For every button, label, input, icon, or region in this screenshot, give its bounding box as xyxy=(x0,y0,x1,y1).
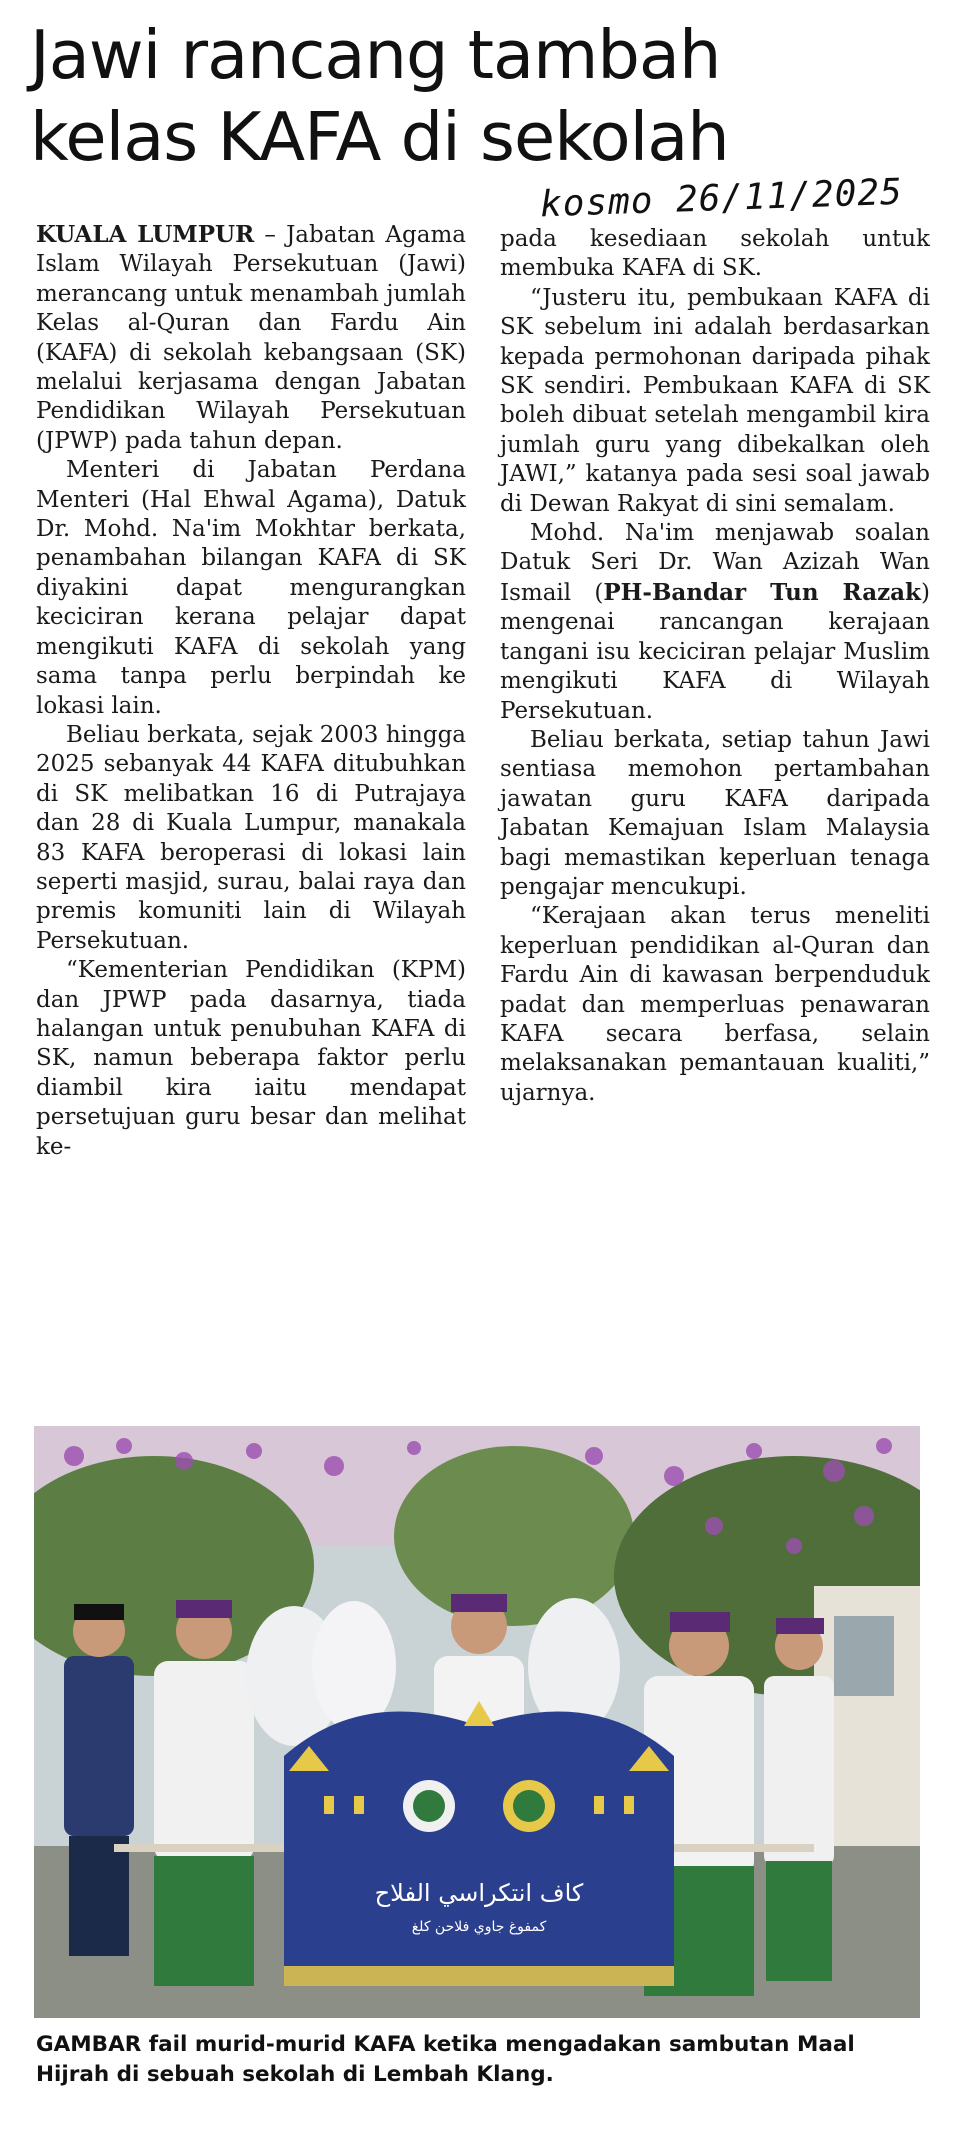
constituency-bold: PH-Bandar Tun Razak xyxy=(603,578,921,606)
article-column-left xyxy=(36,220,466,1162)
banner-text: كاف انتكراسي الفلاح xyxy=(374,1879,584,1907)
paragraph-5: pada kesediaan sekolah untuk membuka KAFA di SK. xyxy=(500,226,930,282)
caption-lead: GAMBAR xyxy=(36,2032,142,2057)
paragraph-6: “Justeru itu, pembukaan KAFA di SK sebelum ini adalah berdasarkan kepada permohonan daripada pihak SK sendiri. Pembukaan KAFA di SK boleh dibuat setelah mengambil kira jumlah guru yang dibekalkan oleh JAWI,” katanya pada sesi soal jawab di Dewan Rakyat di sini semalam. xyxy=(500,284,930,517)
photo-illustration xyxy=(34,1426,920,2018)
banner-subtext: كمفوغ جاوي فلاحن كلغ xyxy=(411,1919,547,1935)
paragraph-9: “Kerajaan akan terus meneliti keperluan pendidikan al-Quran dan Fardu Ain di kawasan berpenduduk padat dan memperluas penawaran KAFA secara berfasa, selain melaksanakan pemantauan kualiti,” ujarnya. xyxy=(500,903,930,1106)
caption-text: fail murid-murid KAFA ketika mengadakan sambutan Maal Hijrah di sebuah sekolah di Lembah Klang. xyxy=(36,2032,855,2087)
paragraph-4: “Kementerian Pendidikan (KPM) dan JPWP pada dasarnya, tiada halangan untuk penubuhan KAFA di SK, namun beberapa faktor perlu diambil kira iaitu mendapat persetujuan guru besar dan melihat ke- xyxy=(36,957,466,1160)
paragraph-7 xyxy=(500,519,930,726)
paragraph-1 xyxy=(36,220,466,456)
paragraph-3: Beliau berkata, sejak 2003 hingga 2025 sebanyak 44 KAFA ditubuhkan di SK melibatkan 16 di Putrajaya dan 28 di Kuala Lumpur, manakala 83 KAFA beroperasi di lokasi lain seperti masjid, surau, balai raya dan premis komuniti lain di Wilayah Persekutuan. xyxy=(36,721,466,954)
news-photo xyxy=(34,1426,920,2018)
paragraph-2: Menteri di Jabatan Perdana Menteri (Hal Ehwal Agama), Datuk Dr. Mohd. Na'im Mokhtar berkata, penambahan bilangan KAFA di SK diyakini dapat mengurangkan keciciran kerana pelajar dapat mengikuti KAFA di sekolah yang sama tanpa perlu berpindah ke lokasi lain. xyxy=(36,457,466,719)
photo-caption xyxy=(36,2030,916,2090)
paragraph-7-a: Mohd. Na'im menjawab soalan Datuk Seri Dr. Wan Azizah Wan Ismail ( xyxy=(500,520,930,606)
article-column-right xyxy=(500,225,930,1108)
paragraph-1-text: – Jabatan Agama Islam Wilayah Persekutuan (Jawi) merancang untuk menambah jumlah Kelas al-Quran dan Fardu Ain (KAFA) di sekolah kebangsaan (SK) melalui kerjasama dengan Jabatan Pendidikan Wilayah Persekutuan (JPWP) pada tahun depan. xyxy=(36,222,466,454)
paragraph-7-b: ) mengenai rancangan kerajaan tangani isu keciciran pelajar Muslim mengikuti KAFA di Wilayah Persekutuan. xyxy=(500,579,930,724)
paragraph-8: Beliau berkata, setiap tahun Jawi sentiasa memohon pertambahan jawatan guru KAFA daripada Jabatan Kemajuan Islam Malaysia bagi memastikan keperluan tenaga pengajar mencukupi. xyxy=(500,726,930,900)
headline-line-1: Jawi rancang tambah xyxy=(30,16,721,94)
headline-line-2: kelas KAFA di sekolah xyxy=(30,98,729,176)
headline xyxy=(30,14,930,178)
dateline: KUALA LUMPUR xyxy=(36,221,255,248)
handwritten-date-note: kosmo 26/11/2025 xyxy=(539,171,904,226)
